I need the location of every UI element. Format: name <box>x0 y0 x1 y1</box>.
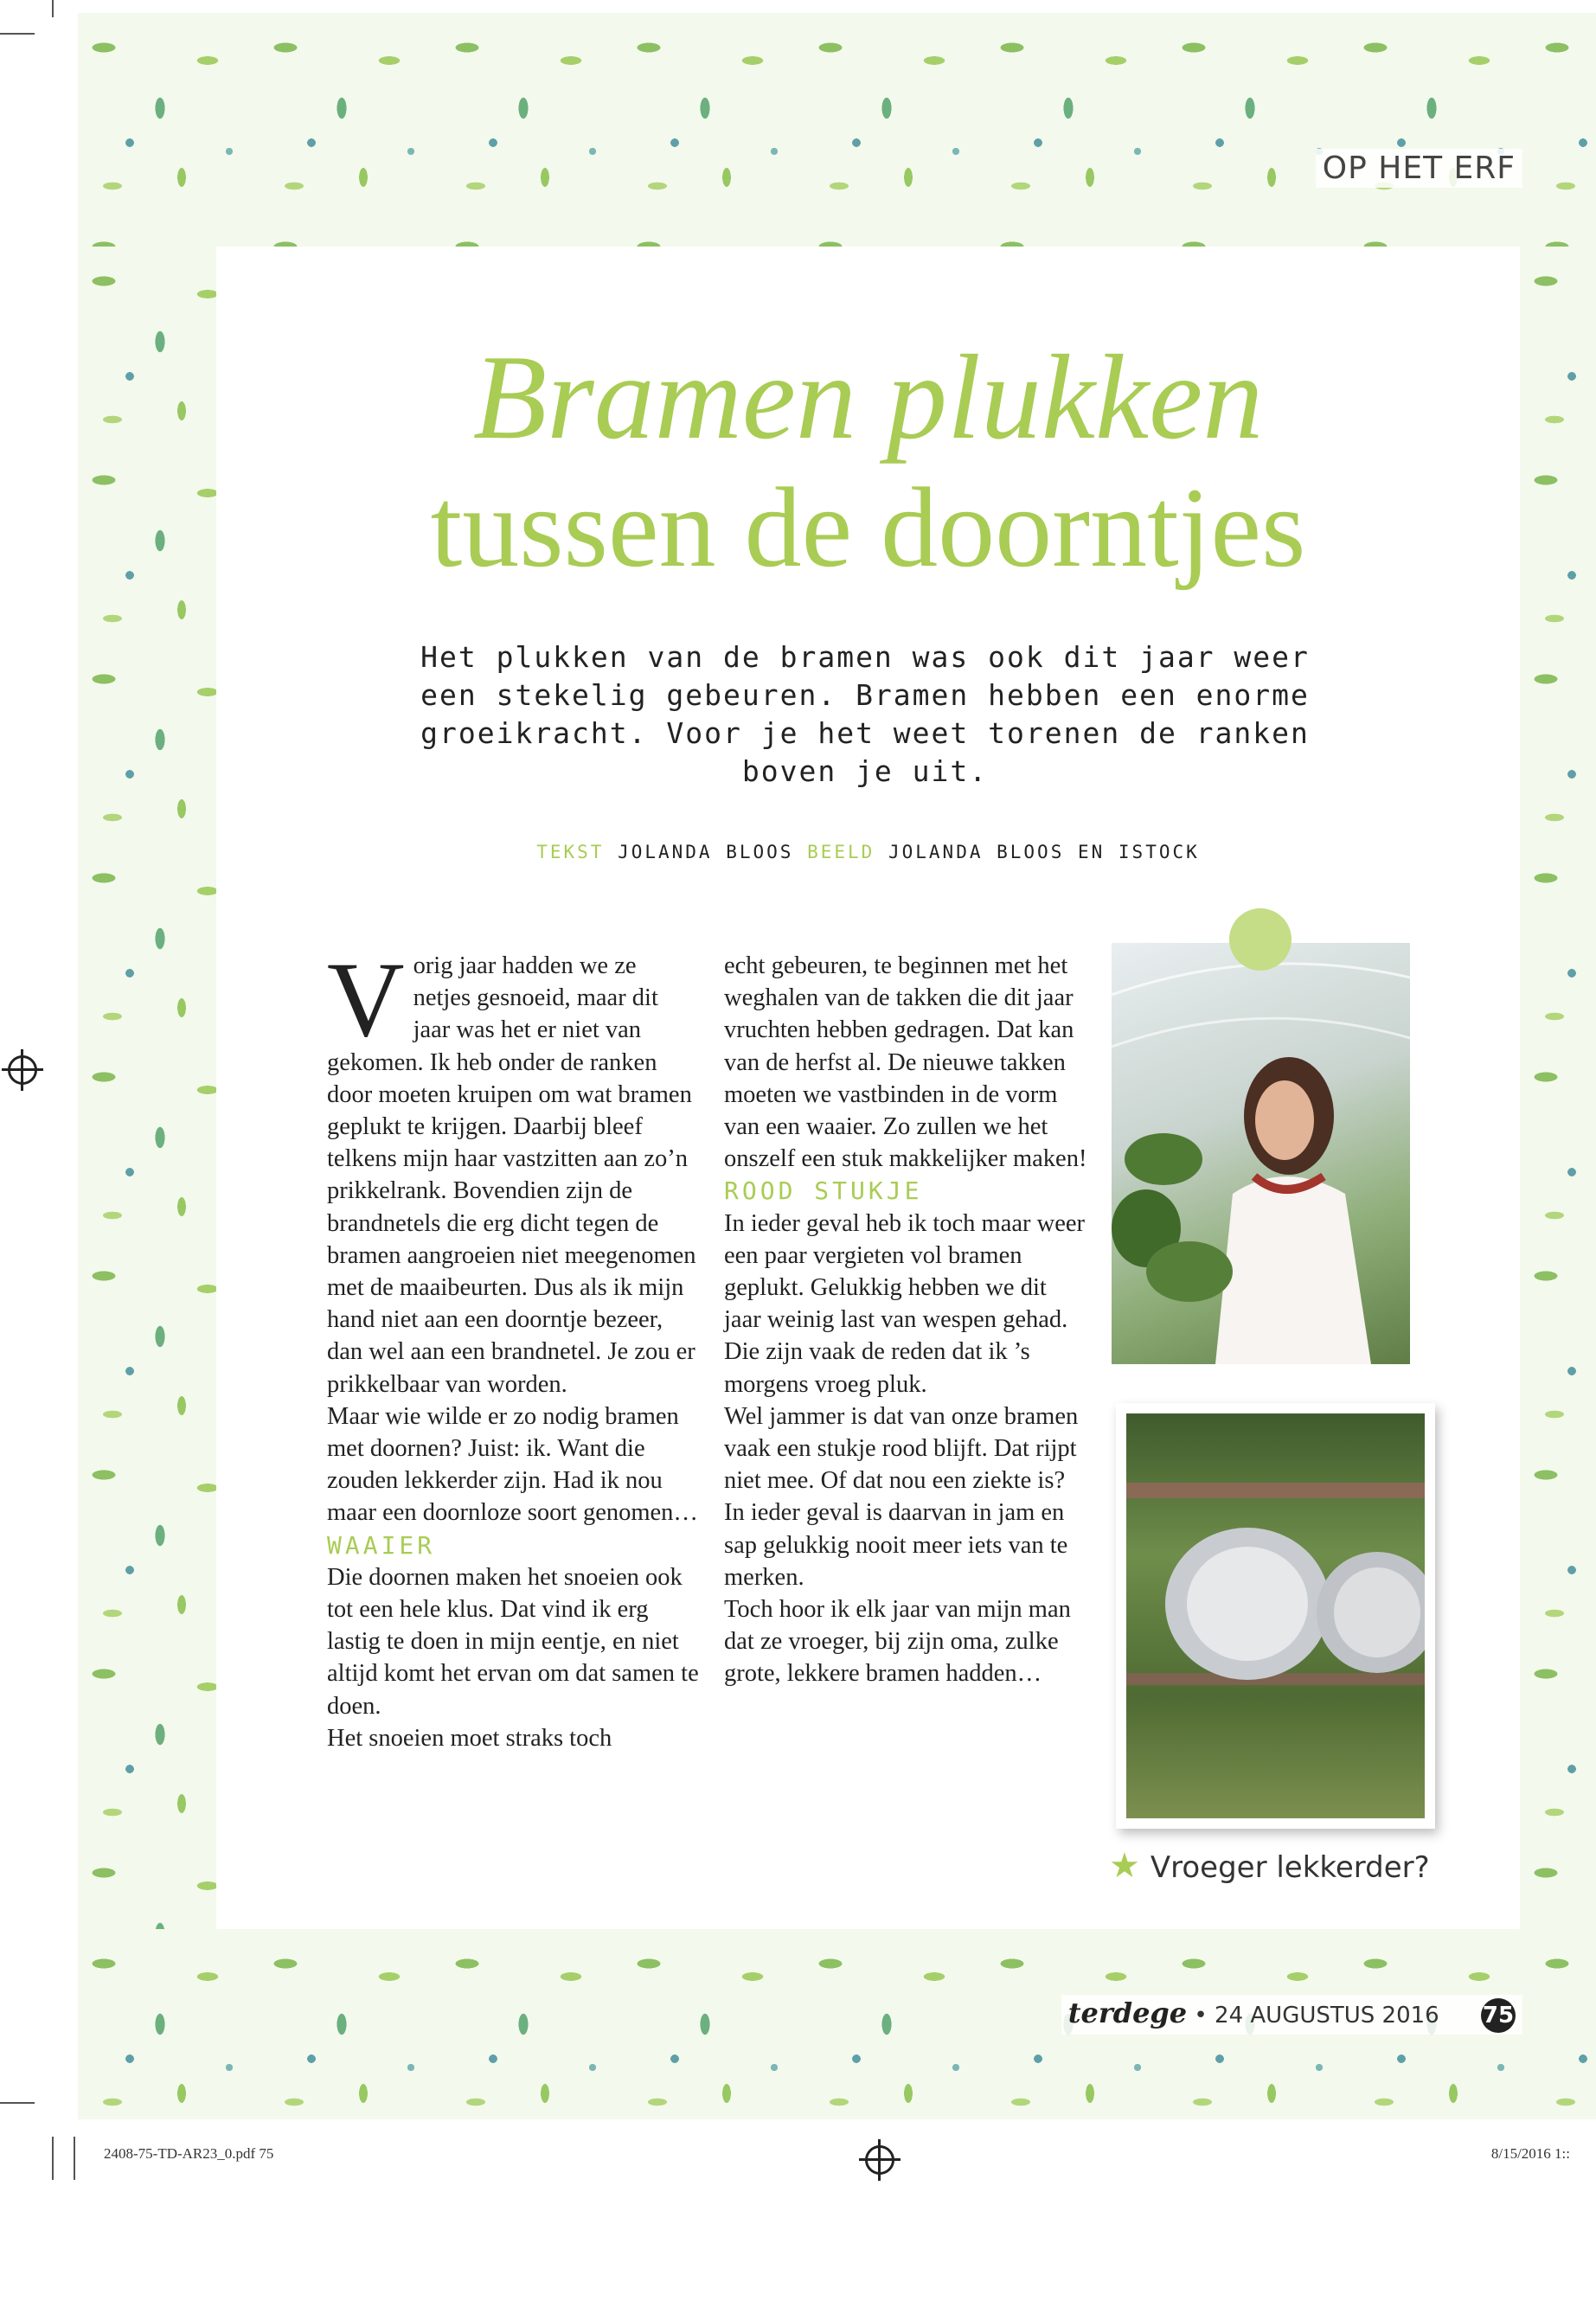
credits <box>216 842 1520 862</box>
title-line-1: Bramen plukken <box>472 330 1264 465</box>
paragraph: echt gebeuren, te beginnen met het weghalen van de takken die dit jaar vruchten hebben gedragen. Dat kan van de herfst al. De nieuwe takken moeten we vastbinden in de vorm van een waaier. Zo zullen we het onszelf een stuk makkelijker maken! <box>724 952 1087 1173</box>
page-number: 75 <box>1481 1998 1516 2033</box>
paragraph: Die doornen maken het snoeien ook tot een hele klus. Dat vind ik erg lastig te doen in mijn eentje, en niet altijd komt het ervan om dat samen te doen. <box>327 1563 699 1720</box>
star-icon: ★ <box>1109 1846 1140 1886</box>
paragraph: Maar wie wilde er zo nodig bramen met doornen? Juist: ik. Want die zouden lekkerder zijn. Had ik nou maar een doornloze soort genomen… <box>327 1402 698 1527</box>
section-label: OP HET ERF <box>1316 149 1522 188</box>
photo-colanders-on-fence <box>1116 1403 1435 1829</box>
credit-image-author: JOLANDA BLOOS EN ISTOCK <box>888 842 1200 862</box>
decorative-dot <box>1229 908 1292 971</box>
title-line-2: tussen de doorntjes <box>430 464 1306 591</box>
leaf-border-right <box>1520 247 1596 1929</box>
registration-mark-icon <box>865 2145 894 2175</box>
photo-woman-illustration <box>1112 943 1410 1364</box>
issue-date: 24 AUGUSTUS 2016 <box>1215 2003 1439 2029</box>
leaf-border-left <box>78 247 216 1929</box>
magazine-logo: terdege <box>1067 1997 1188 2029</box>
paragraph: Toch hoor ik elk jaar van mijn man dat ze vroeger, bij zijn oma, zulke grote, lekkere bramen hadden… <box>724 1596 1071 1688</box>
paragraph <box>327 940 699 1400</box>
photo-colanders-illustration <box>1126 1413 1425 1818</box>
crop-mark <box>0 33 35 35</box>
paragraph: Het snoeien moet straks toch <box>327 1724 612 1752</box>
paragraph-text: orig jaar hadden we ze netjes gesnoeid, maar dit jaar was het er niet van gekomen. Ik heb onder de ranken door moeten kruipen om wat bramen geplukt te krijgen. Daarbij bleef telkens mijn haar vastzitten aan zo’n prikkelrank. Bovendien zijn de brandnetels die erg dicht tegen de bramen aangroeien niet meegenomen met de maaibeurten. Dus als ik mijn hand niet aan een doorntje bezeer, dan wel aan een brandnetel. Je zou er prikkelbaar van worden. <box>327 952 696 1398</box>
footer-separator: • <box>1194 2003 1208 2029</box>
leaf-border-top <box>78 13 1596 247</box>
body-column-2 <box>724 950 1087 1690</box>
drop-cap: V <box>327 940 405 1059</box>
page-footer <box>1061 1995 1522 2035</box>
paragraph: In ieder geval heb ik toch maar weer een paar vergieten vol bramen geplukt. Gelukkig hebben we dit jaar weinig last van wespen gehad. Die zijn vaak de reden dat ik ’s morgens vroeg pluk. <box>724 1209 1086 1398</box>
body-column-1 <box>327 940 699 1754</box>
subheading-waaier: WAAIER <box>327 1530 436 1560</box>
crop-mark <box>52 0 54 17</box>
print-slug-file: 2408-75-TD-AR23_0.pdf 75 <box>104 2145 274 2162</box>
crop-mark <box>0 2102 35 2104</box>
photo-woman-picking-blackberries <box>1112 943 1410 1364</box>
article-title <box>216 330 1520 593</box>
photo-caption <box>1109 1846 1430 1886</box>
crop-mark <box>52 2137 54 2180</box>
registration-mark-icon <box>8 1055 37 1085</box>
subheading-rood-stukje: ROOD STUKJE <box>724 1176 923 1206</box>
crop-mark <box>74 2137 75 2180</box>
paragraph: Wel jammer is dat van onze bramen vaak een stukje rood blijft. Dat rijpt niet mee. Of dat nou een ziekte is? In ieder geval is daarvan in jam en sap gelukkig nooit meer iets van te merken. <box>724 1402 1079 1591</box>
intro-text: Het plukken van de bramen was ook dit jaar weer een stekelig gebeuren. Bramen hebben een enorme groeikracht. Voor je het weet torenen de ranken boven je uit. <box>420 640 1310 788</box>
credit-text-author: JOLANDA BLOOS <box>618 842 794 862</box>
print-slug-date: 8/15/2016 1:: <box>1490 2145 1570 2162</box>
credit-text-label: TEKST <box>536 842 605 862</box>
caption-text: Vroeger lekkerder? <box>1150 1850 1430 1885</box>
credit-image-label: BEELD <box>807 842 875 862</box>
